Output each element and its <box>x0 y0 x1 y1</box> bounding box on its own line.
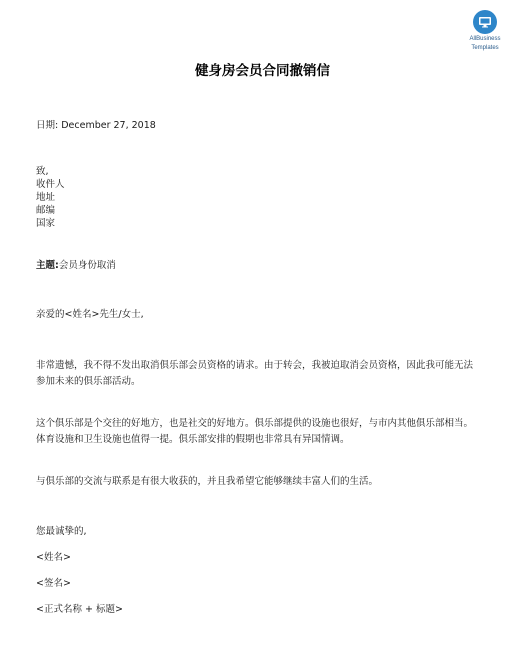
monitor-icon <box>473 10 497 34</box>
logo-text-line1: AllBusiness <box>469 36 501 42</box>
subject-line <box>36 259 116 272</box>
recipient-address: 地址 <box>36 192 56 203</box>
recipient-greeting: 致, <box>36 166 49 177</box>
letter-date: 日期: December 27, 2018 <box>36 120 156 131</box>
closing: 您最诚挚的, <box>36 526 87 537</box>
letter-title: 健身房会员合同撤销信 <box>195 63 330 79</box>
formal-title: <正式名称 + 标题> <box>36 604 123 615</box>
signature: <签名> <box>36 578 71 589</box>
signature-name: <姓名> <box>36 552 71 563</box>
body-paragraph-2: 这个俱乐部是个交往的好地方，也是社交的好地方。俱乐部提供的设施也很好，与市内其他俱乐部相当。体育设施和卫生设施也值得一提。俱乐部安排的假期也非常具有异国情调。 <box>36 418 474 445</box>
recipient-country: 国家 <box>36 218 56 229</box>
recipient-name: 收件人 <box>36 179 65 190</box>
subject-label: 主题: <box>36 260 59 271</box>
recipient-postcode: 邮编 <box>36 205 56 216</box>
salutation: 亲爱的<姓名>先生/女士, <box>36 309 144 320</box>
subject-text: 会员身份取消 <box>58 260 116 271</box>
body-paragraph-3: 与俱乐部的交流与联系是有很大收获的，并且我希望它能够继续丰富人们的生活。 <box>36 476 379 487</box>
allbusiness-templates-logo <box>460 10 510 51</box>
body-paragraph-1: 非常遗憾，我不得不发出取消俱乐部会员资格的请求。由于转会，我被迫取消会员资格，因此我可能无法参加未来的俱乐部活动。 <box>36 360 474 387</box>
logo-text-line2: Templates <box>471 44 499 51</box>
